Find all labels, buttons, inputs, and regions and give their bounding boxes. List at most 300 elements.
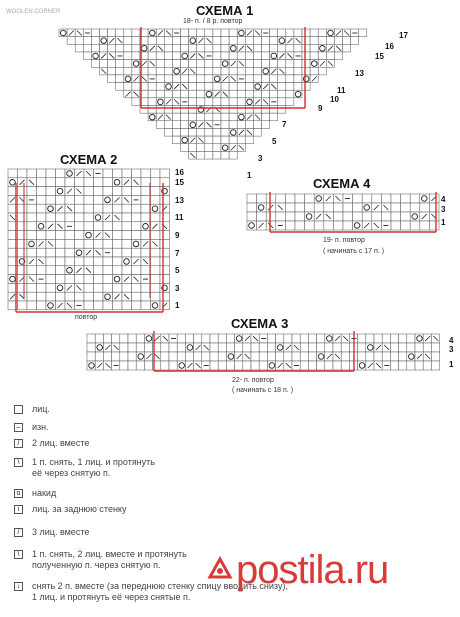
grid-cell <box>189 44 197 52</box>
grid-cell <box>267 352 275 361</box>
grid-cell <box>108 67 116 75</box>
s1-row-11: 11 <box>337 86 346 95</box>
grid-cell <box>341 343 349 352</box>
grid-cell <box>141 213 151 222</box>
grid-cell <box>235 361 243 370</box>
grid-cell <box>197 29 205 37</box>
grid-cell <box>132 52 140 60</box>
grid-cell <box>194 352 202 361</box>
grid-cell <box>75 44 83 52</box>
purl-symbol-icon: – <box>14 423 23 432</box>
grid-cell <box>132 283 142 292</box>
grid-cell <box>253 52 261 60</box>
grid-cell <box>27 292 37 301</box>
grid-cell <box>310 44 318 52</box>
grid-cell <box>169 352 177 361</box>
grid-cell <box>253 90 261 98</box>
grid-cell <box>213 60 221 68</box>
grid-cell <box>245 106 253 114</box>
s2-row-11: 11 <box>175 213 184 222</box>
scheme4-repeat-note: 19- п. повтор <box>323 237 365 244</box>
grid-cell <box>423 343 431 352</box>
grid-cell <box>229 121 237 129</box>
grid-cell <box>317 361 325 370</box>
grid-cell <box>37 248 47 257</box>
grid-cell <box>37 204 47 213</box>
grid-cell <box>229 37 237 45</box>
grid-cell <box>122 231 132 240</box>
grid-cell <box>164 52 172 60</box>
grid-cell <box>237 136 245 144</box>
grid-cell <box>18 204 28 213</box>
grid-cell <box>132 231 142 240</box>
grid-cell <box>151 195 161 204</box>
grid-cell <box>156 60 164 68</box>
grid-cell <box>56 292 66 301</box>
grid-cell <box>156 67 164 75</box>
grid-cell <box>160 275 170 284</box>
grid-cell <box>262 113 270 121</box>
grid-cell <box>103 301 113 310</box>
grid-cell <box>108 75 116 83</box>
ktbl-symbol-icon: ı <box>14 505 23 514</box>
grid-cell <box>120 334 128 343</box>
grid-cell <box>270 113 278 121</box>
grid-cell <box>314 221 324 230</box>
grid-cell <box>302 67 310 75</box>
grid-cell <box>100 60 108 68</box>
grid-cell <box>310 29 318 37</box>
grid-cell <box>84 275 94 284</box>
grid-cell <box>343 212 353 221</box>
grid-cell <box>94 222 104 231</box>
grid-cell <box>247 203 257 212</box>
grid-cell <box>270 106 278 114</box>
grid-cell <box>218 361 226 370</box>
grid-cell <box>27 301 37 310</box>
grid-cell <box>84 213 94 222</box>
grid-cell <box>247 194 257 203</box>
grid-cell <box>295 212 305 221</box>
grid-cell <box>124 29 132 37</box>
grid-cell <box>27 266 37 275</box>
grid-cell <box>366 352 374 361</box>
grid-cell <box>181 75 189 83</box>
grid-cell <box>302 52 310 60</box>
grid-cell <box>65 257 75 266</box>
grid-cell <box>18 169 28 178</box>
grid-cell <box>148 83 156 91</box>
grid-cell <box>46 231 56 240</box>
grid-cell <box>229 113 237 121</box>
grid-cell <box>56 248 66 257</box>
s2-row-1: 1 <box>175 301 180 310</box>
grid-cell <box>197 151 205 159</box>
grid-cell <box>218 352 226 361</box>
grid-cell <box>318 37 326 45</box>
grid-cell <box>128 352 136 361</box>
grid-cell <box>334 37 342 45</box>
grid-cell <box>410 194 420 203</box>
grid-cell <box>251 352 259 361</box>
grid-cell <box>278 98 286 106</box>
grid-cell <box>122 248 132 257</box>
grid-cell <box>334 52 342 60</box>
grid-cell <box>407 334 415 343</box>
grid-cell <box>103 266 113 275</box>
grid-cell <box>151 178 161 187</box>
grid-cell <box>132 44 140 52</box>
grid-cell <box>181 37 189 45</box>
grid-cell <box>56 266 66 275</box>
grid-cell <box>46 283 56 292</box>
legend-label: изн. <box>32 422 49 432</box>
grid-cell <box>295 221 305 230</box>
grid-cell <box>401 203 411 212</box>
grid-cell <box>276 334 284 343</box>
grid-cell <box>262 44 270 52</box>
grid-cell <box>259 343 267 352</box>
grid-cell <box>343 37 351 45</box>
grid-cell <box>103 257 113 266</box>
grid-cell <box>136 343 144 352</box>
grid-cell <box>132 266 142 275</box>
grid-cell <box>197 113 205 121</box>
grid-cell <box>399 343 407 352</box>
grid-cell <box>94 195 104 204</box>
legend-label: лиц. <box>32 404 50 414</box>
grid-cell <box>122 169 132 178</box>
grid-cell <box>37 231 47 240</box>
grid-cell <box>237 90 245 98</box>
grid-cell <box>132 213 142 222</box>
grid-cell <box>353 203 363 212</box>
grid-cell <box>164 128 172 136</box>
grid-cell <box>262 90 270 98</box>
grid-cell <box>245 83 253 91</box>
grid-cell <box>213 151 221 159</box>
grid-cell <box>294 44 302 52</box>
grid-cell <box>266 212 276 221</box>
grid-cell <box>148 98 156 106</box>
grid-cell <box>213 113 221 121</box>
grid-cell <box>37 283 47 292</box>
grid-cell <box>18 239 28 248</box>
grid-cell <box>366 334 374 343</box>
grid-cell <box>278 75 286 83</box>
s2-row-9: 9 <box>175 231 180 240</box>
grid-cell <box>132 29 140 37</box>
grid-cell <box>113 231 123 240</box>
grid-cell <box>103 352 111 361</box>
grid-cell <box>358 343 366 352</box>
grid-cell <box>267 343 275 352</box>
grid-cell <box>132 187 142 196</box>
grid-cell <box>302 37 310 45</box>
grid-cell <box>245 90 253 98</box>
grid-cell <box>205 44 213 52</box>
grid-cell <box>122 283 132 292</box>
grid-cell <box>46 292 56 301</box>
grid-cell <box>343 221 353 230</box>
grid-cell <box>116 67 124 75</box>
grid-cell <box>262 121 270 129</box>
grid-cell <box>210 352 218 361</box>
grid-cell <box>37 213 47 222</box>
grid-cell <box>46 275 56 284</box>
grid-cell <box>391 212 401 221</box>
grid-cell <box>285 221 295 230</box>
grid-cell <box>286 83 294 91</box>
scheme4-start-note: ( начинать с 17 п. ) <box>323 248 385 255</box>
grid-cell <box>229 52 237 60</box>
grid-cell <box>202 334 210 343</box>
grid-cell <box>415 343 423 352</box>
legend-label: 1 п. снять, 1 лиц. и протянуть её через снятую п. <box>32 457 155 478</box>
grid-cell <box>308 352 316 361</box>
grid-cell <box>124 60 132 68</box>
grid-cell <box>253 106 261 114</box>
grid-cell <box>75 204 85 213</box>
s1-row-5: 5 <box>272 137 277 146</box>
grid-cell <box>390 352 398 361</box>
grid-cell <box>262 37 270 45</box>
legend-label: 2 лиц. вместе <box>32 438 90 448</box>
grid-cell <box>353 212 363 221</box>
grid-cell <box>37 301 47 310</box>
grid-cell <box>148 52 156 60</box>
grid-cell <box>305 194 315 203</box>
grid-cell <box>295 203 305 212</box>
grid-cell <box>156 83 164 91</box>
grid-cell <box>65 195 75 204</box>
grid-cell <box>95 352 103 361</box>
grid-cell <box>136 361 144 370</box>
grid-cell <box>122 213 132 222</box>
grid-cell <box>253 128 261 136</box>
grid-cell <box>245 52 253 60</box>
grid-cell <box>156 121 164 129</box>
grid-cell <box>259 361 267 370</box>
grid-cell <box>181 113 189 121</box>
grid-cell <box>197 67 205 75</box>
grid-cell <box>46 178 56 187</box>
grid-cell <box>113 222 123 231</box>
grid-cell <box>229 98 237 106</box>
grid-cell <box>302 83 310 91</box>
grid-cell <box>285 203 295 212</box>
grid-cell <box>197 83 205 91</box>
grid-cell <box>164 106 172 114</box>
grid-cell <box>247 212 257 221</box>
grid-cell <box>181 144 189 152</box>
grid-cell <box>218 334 226 343</box>
grid-cell <box>116 83 124 91</box>
grid-cell <box>116 44 124 52</box>
grid-cell <box>164 67 172 75</box>
grid-cell <box>120 361 128 370</box>
grid-cell <box>308 361 316 370</box>
grid-cell <box>122 204 132 213</box>
grid-cell <box>266 194 276 203</box>
grid-cell <box>325 343 333 352</box>
grid-cell <box>197 98 205 106</box>
grid-cell <box>278 90 286 98</box>
grid-cell <box>84 222 94 231</box>
grid-cell <box>262 75 270 83</box>
grid-cell <box>381 194 391 203</box>
grid-cell <box>410 221 420 230</box>
grid-cell <box>278 44 286 52</box>
grid-cell <box>160 248 170 257</box>
grid-cell <box>132 222 142 231</box>
grid-cell <box>226 361 234 370</box>
grid-cell <box>122 239 132 248</box>
grid-cell <box>151 283 161 292</box>
grid-cell <box>65 275 75 284</box>
grid-cell <box>259 352 267 361</box>
grid-cell <box>302 29 310 37</box>
grid-cell <box>160 239 170 248</box>
grid-cell <box>148 90 156 98</box>
grid-cell <box>100 29 108 37</box>
grid-cell <box>276 194 286 203</box>
grid-cell <box>177 343 185 352</box>
grid-cell <box>229 151 237 159</box>
grid-cell <box>113 248 123 257</box>
s1-row-17: 17 <box>399 31 408 40</box>
grid-cell <box>84 204 94 213</box>
grid-cell <box>243 361 251 370</box>
grid-cell <box>100 44 108 52</box>
grid-cell <box>75 292 85 301</box>
grid-cell <box>56 178 66 187</box>
grid-cell <box>172 37 180 45</box>
grid-cell <box>197 144 205 152</box>
s3-row-4: 4 <box>449 336 454 345</box>
k2tog-symbol-icon: / <box>14 439 23 448</box>
grid-cell <box>56 231 66 240</box>
grid-cell <box>407 361 415 370</box>
grid-cell <box>221 106 229 114</box>
grid-cell <box>151 169 161 178</box>
s1-row-15: 15 <box>375 52 384 61</box>
grid-cell <box>172 113 180 121</box>
grid-cell <box>185 352 193 361</box>
grid-cell <box>221 52 229 60</box>
legend-label: 1 п. снять, 2 лиц. вместе и протянуть полученную п. через снятую п. <box>32 549 187 570</box>
grid-cell <box>56 275 66 284</box>
grid-cell <box>75 222 85 231</box>
grid-cell <box>189 98 197 106</box>
grid-cell <box>103 169 113 178</box>
grid-cell <box>172 136 180 144</box>
grid-cell <box>156 90 164 98</box>
grid-cell <box>160 292 170 301</box>
s2-row-5: 5 <box>175 266 180 275</box>
grid-cell <box>324 221 334 230</box>
grid-cell <box>164 37 172 45</box>
grid-cell <box>46 266 56 275</box>
grid-cell <box>213 128 221 136</box>
grid-cell <box>84 239 94 248</box>
grid-cell <box>251 361 259 370</box>
grid-cell <box>205 144 213 152</box>
grid-cell <box>116 29 124 37</box>
grid-cell <box>189 29 197 37</box>
grid-cell <box>116 75 124 83</box>
grid-cell <box>205 151 213 159</box>
grid-cell <box>205 29 213 37</box>
grid-cell <box>151 257 161 266</box>
grid-cell <box>253 37 261 45</box>
grid-cell <box>37 266 47 275</box>
grid-cell <box>94 275 104 284</box>
grid-cell <box>172 75 180 83</box>
grid-cell <box>420 203 430 212</box>
s4-row-1: 1 <box>441 218 446 227</box>
grid-cell <box>160 231 170 240</box>
s1-row-10: 10 <box>330 95 339 104</box>
grid-cell <box>276 212 286 221</box>
s1-row-1: 1 <box>247 171 252 180</box>
grid-cell <box>189 113 197 121</box>
grid-cell <box>221 113 229 121</box>
k3tog-symbol-icon: / <box>14 528 23 537</box>
grid-cell <box>161 361 169 370</box>
grid-cell <box>141 187 151 196</box>
grid-cell <box>429 221 439 230</box>
grid-cell <box>113 283 123 292</box>
grid-cell <box>87 334 95 343</box>
grid-cell <box>237 106 245 114</box>
grid-cell <box>27 213 37 222</box>
grid-cell <box>141 283 151 292</box>
grid-cell <box>128 334 136 343</box>
s2-row-3: 3 <box>175 284 180 293</box>
grid-cell <box>294 60 302 68</box>
grid-cell <box>91 60 99 68</box>
grid-cell <box>27 248 37 257</box>
grid-cell <box>305 221 315 230</box>
grid-cell <box>213 52 221 60</box>
grid-cell <box>310 67 318 75</box>
grid-cell <box>18 301 28 310</box>
grid-cell <box>75 231 85 240</box>
grid-cell <box>75 239 85 248</box>
grid-cell <box>310 37 318 45</box>
legend-label: 3 лиц. вместе <box>32 527 90 537</box>
grid-cell <box>160 195 170 204</box>
grid-cell <box>429 203 439 212</box>
grid-cell <box>132 83 140 91</box>
grid-cell <box>229 136 237 144</box>
grid-cell <box>374 352 382 361</box>
grid-cell <box>83 52 91 60</box>
grid-cell <box>164 60 172 68</box>
grid-cell <box>401 221 411 230</box>
grid-cell <box>169 361 177 370</box>
grid-cell <box>132 67 140 75</box>
grid-cell <box>177 352 185 361</box>
grid-cell <box>302 44 310 52</box>
grid-cell <box>189 60 197 68</box>
grid-cell <box>87 352 95 361</box>
grid-cell <box>94 301 104 310</box>
grid-cell <box>124 52 132 60</box>
grid-cell <box>122 222 132 231</box>
grid-cell <box>420 221 430 230</box>
